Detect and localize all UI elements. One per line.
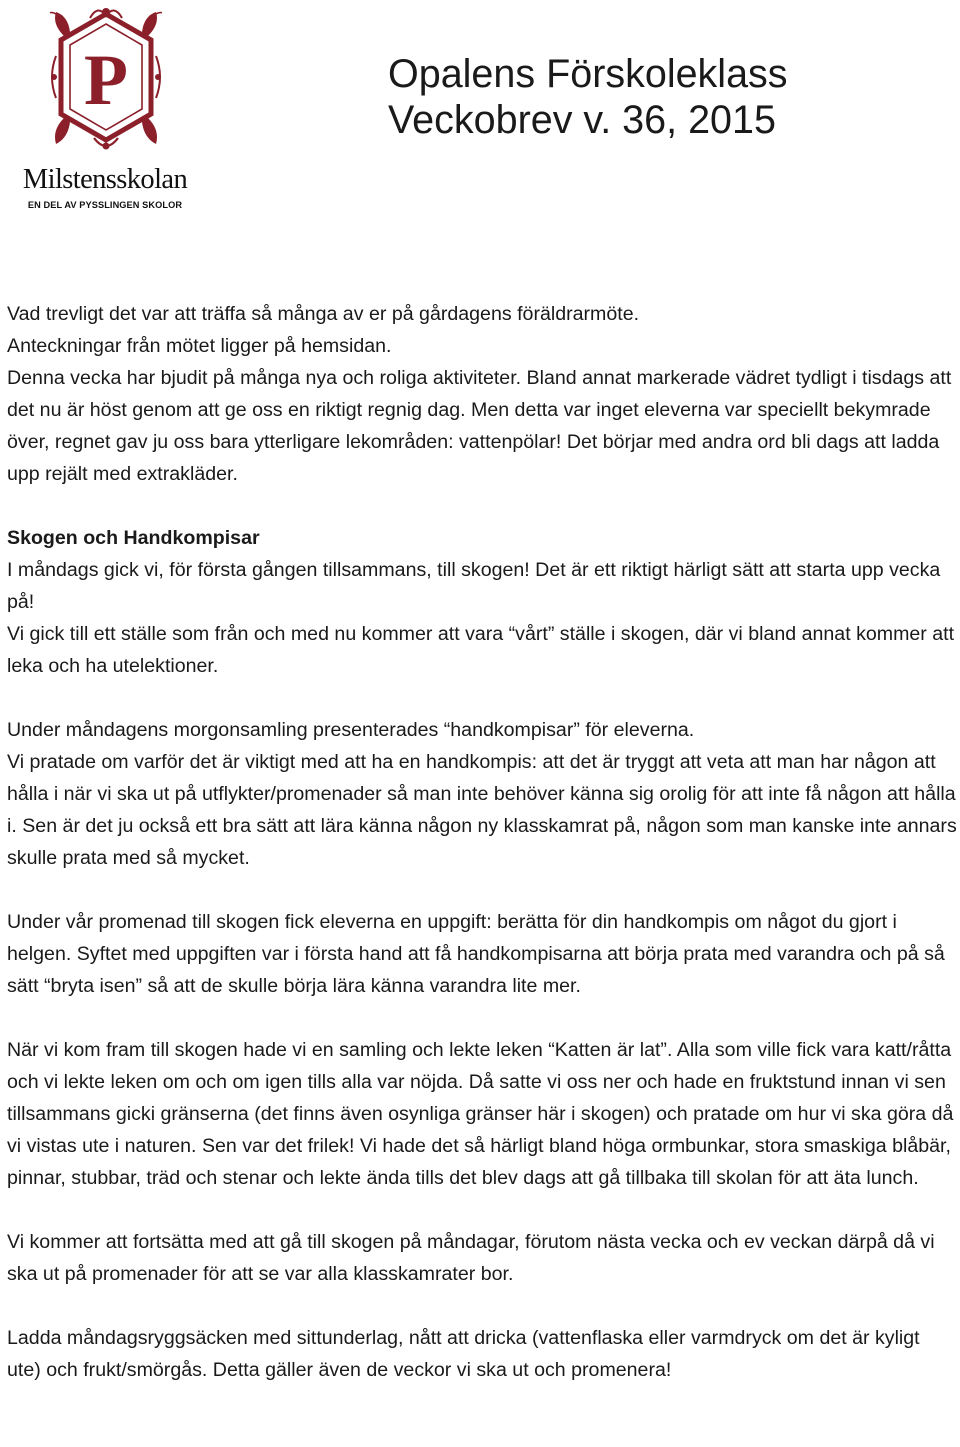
intro-paragraph: Anteckningar från mötet ligger på hemsidan.	[7, 335, 392, 357]
letter-body	[7, 298, 957, 1386]
intro-paragraph: Denna vecka har bjudit på många nya och roliga aktiviteter. Bland annat markerade vädret tydligt i tisdags att det nu är höst genom att ge oss en riktigt regnig dag. Men detta var inget eleverna var speciellt bekymrade över, regnet gav ju oss bara ytterligare lekområden: vattenpölar! Det börjar med andra ord bli dags att ladda upp rejält med extrakläder.	[7, 367, 952, 485]
intro-paragraph: Vad trevligt det var att träffa så många av er på gårdagens föräldrarmöte.	[7, 303, 640, 325]
body-paragraph: Vi pratade om varför det är viktigt med att ha en handkompis: att det är tryggt att veta att man har någon att hålla i när vi ska ut på utflykter/promenader så man inte behöver känna sig orolig för att inte få någon att hålla i. Sen är det ju också ett bra sätt att lära känna någon ny klasskamrat på, någon som man kanske inte annars skulle prata med så mycket.	[7, 751, 957, 869]
milstensskolan-emblem-icon	[50, 6, 162, 156]
svg-text:P: P	[84, 40, 128, 120]
school-logo	[2, 6, 208, 210]
body-paragraph: När vi kom fram till skogen hade vi en samling och lekte leken “Katten är lat”. Alla som ville fick vara katt/råtta och vi lekte leken om och om igen tills alla var nöjda. Då satte vi oss ner och hade en fruktstund innan vi sen tillsammans gicki gränserna (det finns även osynliga gränser här i skogen) och pratade om hur vi ska göra då vi vistas ute i naturen. Sen var det frilek! Vi hade det så härligt bland höga ormbunkar, stora smaskiga blåbär, pinnar, stubbar, träd och stenar och lekte ända tills det blev dags att gå tillbaka till skolan för att äta lunch.	[7, 1039, 954, 1189]
title-line-week: Veckobrev v. 36, 2015	[388, 98, 776, 142]
title-line-class: Opalens Förskoleklass	[388, 52, 788, 96]
section-heading: Skogen och Handkompisar	[7, 527, 260, 549]
body-paragraph: Under måndagens morgonsamling presenterades “handkompisar” för eleverna.	[7, 719, 695, 741]
body-paragraph: I måndags gick vi, för första gången tillsammans, till skogen! Det är ett riktigt härligt sätt att starta upp vecka på!	[7, 559, 941, 613]
body-paragraph: Under vår promenad till skogen fick eleverna en uppgift: berätta för din handkompis om något du gjort i helgen. Syftet med uppgiften var i första hand att få handkompisarna att börja prata med varandra och på så sätt “bryta isen” så att de skulle börja lära känna varandra lite mer.	[7, 911, 945, 997]
page-title	[388, 51, 788, 143]
school-subtitle: EN DEL AV PYSSLINGEN SKOLOR	[27, 200, 183, 210]
school-name: Milstensskolan	[22, 164, 188, 195]
body-paragraph: Vi kommer att fortsätta med att gå till skogen på måndagar, förutom nästa vecka och ev veckan därpå då vi ska ut på promenader för att se var alla klasskamrater bor.	[7, 1231, 935, 1285]
body-paragraph: Ladda måndagsryggsäcken med sittunderlag, nått att dricka (vattenflaska eller varmdryck om det är kyligt ute) och frukt/smörgås. Detta gäller även de veckor vi ska ut och promenera!	[7, 1327, 920, 1381]
body-paragraph: Vi gick till ett ställe som från och med nu kommer att vara “vårt” ställe i skogen, där vi bland annat kommer att leka och ha utelektioner.	[7, 623, 955, 677]
